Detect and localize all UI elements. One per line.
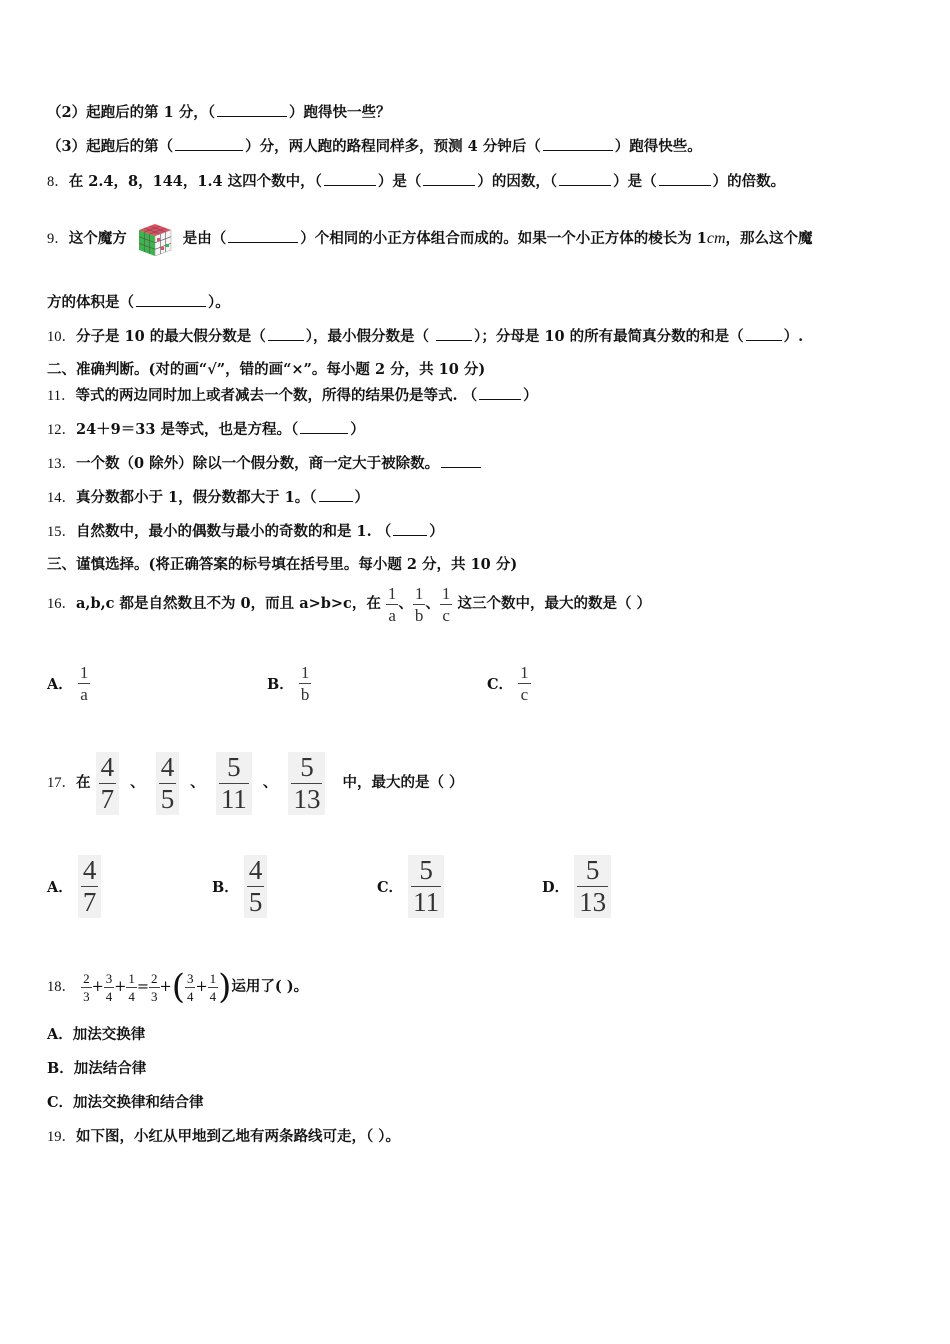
plus-sign: + — [114, 979, 127, 995]
question-number: 11． — [47, 388, 76, 404]
q7-line3-mid: ）分，两人跑的路程同样多，预测 4 分钟后（ — [245, 138, 541, 155]
q19-text: 如下图，小红从甲地到乙地有两条路线可走，（ ）。 — [76, 1128, 401, 1145]
option-c[interactable] — [47, 1093, 204, 1113]
denominator: b — [300, 685, 310, 704]
section-title-text: 二、准确判断。(对的画“√”，错的画“×”。每小题 2 分，共 10 分) — [47, 361, 486, 378]
section-title-text: 三、谨慎选择。(将正确答案的标号填在括号里。每小题 2 分，共 10 分) — [47, 556, 518, 573]
answer-blank[interactable] — [300, 419, 348, 434]
question-10 — [47, 326, 803, 347]
option-b[interactable] — [267, 664, 311, 703]
question-19 — [47, 1127, 400, 1147]
numerator: 5 — [300, 751, 314, 782]
right-paren: ) — [218, 967, 232, 1007]
fraction-bar — [518, 683, 531, 684]
answer-blank[interactable] — [228, 228, 298, 243]
denominator: a — [80, 685, 88, 704]
q16-text: a,b,c 都是自然数且不为 0，而且 a>b>c，在 — [76, 595, 381, 612]
separator: 、 — [425, 595, 440, 612]
q14-text: ） — [354, 489, 370, 506]
answer-blank[interactable] — [659, 171, 711, 186]
q9-text: 这个魔方 — [68, 230, 127, 247]
answer-blank[interactable] — [324, 171, 376, 186]
denominator: a — [388, 605, 396, 625]
question-number: 14． — [47, 490, 76, 506]
q12-text: 24＋9＝33 是等式，也是方程。（ — [76, 421, 299, 438]
question-number: 13． — [47, 456, 76, 472]
q8-text: ）是（ — [377, 173, 422, 190]
numerator: 3 — [105, 970, 113, 986]
option-fraction — [78, 664, 91, 703]
denominator: c — [520, 685, 529, 704]
numerator: 4 — [160, 751, 175, 782]
q12-text: ） — [350, 421, 365, 438]
denominator: 3 — [151, 988, 158, 1004]
rubiks-cube-icon — [135, 220, 175, 258]
question-number: 8． — [47, 174, 69, 190]
question-13 — [47, 453, 483, 474]
question-15 — [47, 521, 444, 542]
question-16 — [47, 580, 651, 628]
question-11 — [47, 385, 538, 406]
fraction-4-5 — [156, 752, 180, 815]
separator: 、 — [190, 774, 205, 791]
option-text: B．加法结合律 — [47, 1060, 147, 1077]
option-fraction — [299, 664, 312, 703]
numerator: 5 — [419, 855, 433, 885]
numerator: 4 — [248, 855, 263, 885]
question-number: 15． — [47, 524, 76, 540]
answer-blank[interactable] — [441, 453, 481, 468]
q10-text: ），最小假分数是（ — [305, 328, 435, 345]
q18-text: 运用了( )。 — [231, 978, 309, 995]
fraction-bar — [208, 987, 219, 988]
q9-text: ，那么这个魔 — [725, 230, 813, 247]
q7-line2-suffix: ）跑得快一些？ — [289, 104, 391, 121]
section-3-title — [47, 555, 517, 575]
answer-blank[interactable] — [746, 326, 782, 341]
numerator: 1 — [414, 583, 424, 603]
question-14 — [47, 487, 369, 508]
option-label: C． — [487, 676, 514, 693]
question-12 — [47, 419, 365, 440]
numerator: 3 — [186, 970, 194, 986]
denominator: 4 — [105, 988, 113, 1004]
numerator: 1 — [520, 663, 529, 682]
q7-line3 — [47, 136, 702, 157]
question-number: 9． — [47, 231, 69, 247]
fraction-5-11 — [216, 752, 252, 815]
denominator: 13 — [293, 783, 321, 814]
question-number: 12． — [47, 422, 76, 438]
q7-line3-text: （3）起跑后的第（ — [47, 138, 174, 155]
unit-cm: cm — [706, 230, 726, 247]
option-label: D． — [542, 879, 570, 896]
option-text: C．加法交换律和结合律 — [47, 1094, 204, 1111]
answer-blank[interactable] — [268, 326, 304, 341]
fraction-3-4 — [104, 972, 115, 1003]
option-b[interactable] — [212, 855, 267, 918]
denominator: 4 — [186, 988, 194, 1004]
option-label: B． — [212, 879, 239, 896]
option-text: A．加法交换律 — [47, 1026, 146, 1043]
fraction-bar — [104, 987, 115, 988]
option-label: C． — [377, 879, 404, 896]
numerator: 5 — [585, 855, 600, 885]
separator: 、 — [262, 774, 278, 791]
answer-blank[interactable] — [479, 385, 521, 400]
numerator: 1 — [79, 663, 89, 682]
fraction-1-over-c — [440, 585, 453, 624]
q15-text: 自然数中，最小的偶数与最小的奇数的和是 1. （ — [76, 523, 392, 540]
fraction-bar — [78, 683, 91, 684]
numerator: 1 — [209, 970, 217, 986]
denominator: 4 — [209, 988, 217, 1004]
numerator: 4 — [100, 751, 115, 782]
question-number: 19． — [47, 1129, 76, 1145]
denominator: 7 — [82, 887, 97, 917]
question-8 — [47, 171, 785, 192]
q14-text: 真分数都小于 1，假分数都大于 1。（ — [76, 489, 317, 506]
fraction-bar — [386, 604, 399, 605]
q10-text: ）. — [783, 328, 804, 345]
denominator: 13 — [579, 887, 607, 917]
option-fraction — [78, 855, 102, 918]
separator: 、 — [398, 595, 413, 612]
fraction-3-4 — [185, 972, 196, 1003]
numerator: 1 — [128, 970, 135, 986]
question-18 — [47, 962, 308, 1012]
option-b[interactable] — [47, 1059, 146, 1079]
denominator: c — [442, 605, 450, 625]
option-c[interactable] — [377, 855, 444, 918]
numerator: 1 — [387, 583, 397, 603]
numerator: 1 — [441, 583, 451, 603]
option-fraction — [518, 664, 531, 703]
fraction-bar — [149, 987, 160, 988]
fraction-4-7 — [96, 752, 120, 815]
question-number: 16． — [47, 596, 76, 612]
answer-blank[interactable] — [393, 521, 427, 536]
q8-text: ）的倍数。 — [712, 173, 786, 190]
q17-text: 中，最大的是（ ） — [342, 774, 464, 791]
plus-sign: + — [195, 979, 208, 995]
fraction-2-3 — [81, 972, 92, 1003]
fraction-bar — [299, 683, 312, 684]
fraction-bar — [413, 604, 426, 605]
denominator: 5 — [160, 783, 175, 814]
q9-text: 方的体积是（ — [47, 294, 134, 311]
denominator: 11 — [413, 887, 440, 917]
section-2-title — [47, 360, 485, 380]
fraction-5-13 — [288, 752, 325, 815]
option-fraction — [574, 855, 611, 918]
answer-blank[interactable] — [136, 292, 206, 307]
q13-text: 一个数（0 除外）除以一个假分数，商一定大于被除数。 — [76, 455, 440, 472]
q8-text: ）的因数，（ — [477, 173, 558, 190]
question-number: 10． — [47, 329, 76, 345]
option-label: B． — [267, 676, 294, 693]
q11-text: ） — [523, 387, 538, 404]
q7-line3-suffix: ）跑得快些。 — [614, 138, 702, 155]
q7-line2-text: （2）起跑后的第 1 分，（ — [47, 104, 216, 121]
question-9 — [47, 218, 813, 260]
fraction-1-over-a — [386, 585, 399, 624]
option-d[interactable] — [542, 855, 611, 918]
denominator: 11 — [220, 783, 247, 814]
option-fraction — [244, 855, 268, 918]
answer-blank[interactable] — [217, 102, 287, 117]
denominator: 7 — [100, 783, 115, 814]
q7-line2 — [47, 102, 391, 123]
numerator: 5 — [227, 751, 241, 782]
q9-text: ）个相同的小正方体组合而成的。如果一个小正方体的棱长为 1 — [300, 230, 707, 247]
plus-sign: + — [159, 979, 172, 995]
plus-sign: + — [91, 979, 104, 995]
fraction-1-over-b — [413, 585, 426, 624]
equals-sign: = — [136, 979, 150, 995]
answer-blank[interactable] — [319, 487, 353, 502]
question-17 — [47, 745, 464, 821]
q8-text: ）是（ — [613, 173, 657, 190]
option-a[interactable] — [47, 1025, 145, 1045]
fraction-bar — [440, 604, 453, 605]
q15-text: ） — [429, 523, 444, 540]
q9-text: ）。 — [208, 294, 230, 311]
q8-text: 在 2.4，8，144，1.4 这四个数中，（ — [68, 173, 322, 190]
numerator: 1 — [300, 663, 310, 682]
denominator: 5 — [248, 887, 263, 917]
q16-text: 这三个数中，最大的数是（ ） — [457, 595, 652, 612]
question-9-line2 — [47, 292, 230, 313]
option-label: A． — [47, 879, 73, 896]
denominator: 3 — [83, 988, 90, 1004]
fraction-1-4 — [126, 972, 137, 1003]
q10-text: 分子是 10 的最大假分数是（ — [76, 328, 266, 345]
answer-blank[interactable] — [543, 136, 613, 151]
denominator: 4 — [128, 988, 135, 1004]
fraction-bar — [81, 987, 92, 988]
option-a[interactable] — [47, 855, 101, 918]
denominator: b — [414, 605, 424, 625]
numerator: 2 — [151, 970, 158, 986]
q9-text: 是由（ — [182, 230, 227, 247]
option-label: A． — [47, 676, 73, 693]
option-c[interactable] — [487, 664, 531, 703]
numerator: 2 — [83, 970, 90, 986]
fraction-1-4 — [208, 972, 219, 1003]
numerator: 4 — [82, 855, 97, 885]
answer-blank[interactable] — [559, 171, 611, 186]
q11-text: 等式的两边同时加上或者减去一个数，所得的结果仍是等式. （ — [75, 387, 478, 404]
option-fraction — [408, 855, 444, 918]
answer-blank[interactable] — [175, 136, 243, 151]
answer-blank[interactable] — [436, 326, 472, 341]
fraction-bar — [185, 987, 196, 988]
fraction-bar — [126, 987, 137, 988]
left-paren: ( — [171, 967, 185, 1007]
option-a[interactable] — [47, 664, 90, 703]
separator: 、 — [130, 774, 145, 791]
q17-text: 在 — [76, 774, 91, 791]
question-number: 17． — [47, 775, 76, 791]
fraction-2-3 — [149, 972, 160, 1003]
q10-text: ）；分母是 10 的所有最简真分数的和是（ — [474, 328, 744, 345]
question-number: 18． — [47, 979, 76, 995]
answer-blank[interactable] — [423, 171, 475, 186]
